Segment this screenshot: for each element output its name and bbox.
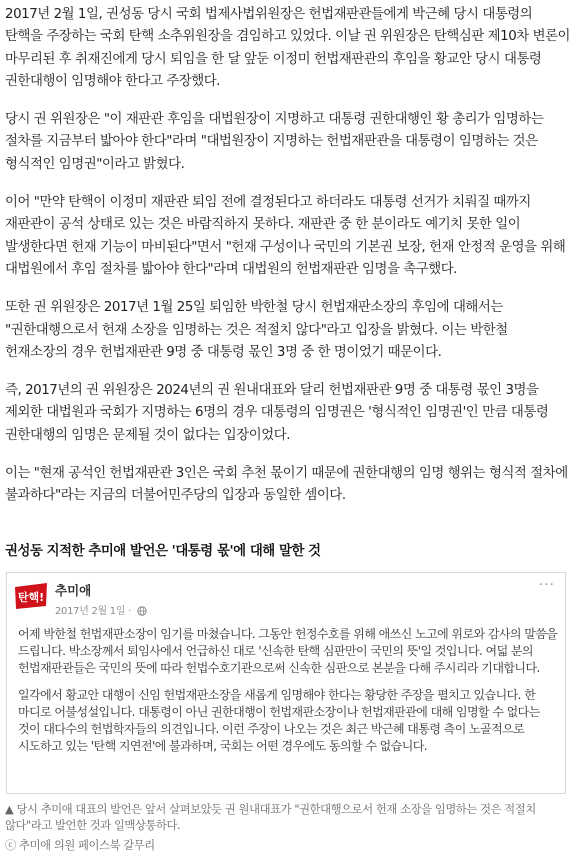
article-paragraph: 당시 권 위원장은 "이 재판관 후임을 대법원장이 지명하고 대통령 권한대행인 황 총리가 임명하는 절차를 지금부터 밟아야 한다"라며 "대법원장이 지명하는 헌법재판관을 대통령이 임명하는 것은 형식적인 임명권"이라고 밝혔다.: [5, 112, 544, 172]
post-paragraph: 어제 박한철 헌법재판소장이 임기를 마쳤습니다. 그동안 헌정수호를 위해 애쓰신 노고에 위로와 감사의 말씀을 드립니다. 박소장께서 퇴임사에서 언급하신 대로 '신속한 탄핵 심판만이 국민의 뜻'일 것입니다. 여덟 분의 헌법재판관들은 국민의 뜻에 따라 헌법수호기관으로써 신속한 심판으로 본분을 다해 주시리라 기대합니다.: [18, 627, 558, 676]
more-menu-icon[interactable]: ···: [538, 577, 555, 593]
image-credit: ⓒ 추미애 의원 페이스북 갈무리: [5, 839, 155, 852]
avatar-badge-text: 탄핵!: [17, 591, 45, 604]
section-subheading: 권성동 지적한 추미애 발언은 '대통령 몫'에 대해 말한 것: [5, 544, 321, 559]
article-paragraph: 이는 "현재 공석인 헌법재판관 3인은 국회 추천 몫이기 때문에 권한대행의 임명 행위는 형식적 절차에 불과하다"라는 지금의 더불어민주당의 입장과 동일한 셈이다.: [5, 466, 568, 504]
article-paragraph: 2017년 2월 1일, 권성동 당시 국회 법제사법위원장은 헌법재판관들에게 박근혜 당시 대통령의 탄핵을 주장하는 국회 탄핵 소추위원장을 겸임하고 있었다. 이날 권 위원장은 탄핵심판 제10차 변론이 마무리된 후 취재진에게 당시 퇴임을 한 달 앞둔 이정미 헌법재판관의 후임을 황교안 당시 대통령 권한대행이 임명해야 한다고 주장했다.: [5, 7, 571, 89]
facebook-post-screenshot: [6, 572, 566, 794]
article-paragraph: 또한 권 위원장은 2017년 1월 25일 퇴임한 박한철 당시 헌법재판소장의 후임에 대해서는 "권한대행으로서 헌재 소장을 임명하는 것은 적절치 않다"라고 입장을 밝혔다. 이는 박한철 헌재소장의 경우 헌법재판관 9명 중 대통령 몫인 3명 중 한 명이었기 때문이다.: [5, 300, 508, 360]
globe-icon: [137, 606, 147, 616]
article-paragraph: 이어 "만약 탄핵이 이정미 재판관 퇴임 전에 결정된다고 하더라도 대통령 선거가 치뤄질 때까지 재판관이 공석 상태로 있는 것은 바람직하지 못하다. 재판관 중 한 분이라도 예기치 못한 일이 발생한다면 헌재 기능이 마비된다"면서 "헌재 구성이나 국민의 기본권 보장, 헌재 안정적 운영을 위해 대법원에서 후임 절차를 밟아야 한다"라며 대법원의 헌법재판관 임명을 촉구했다.: [5, 195, 566, 277]
post-body: [18, 626, 558, 764]
post-date[interactable]: [55, 602, 147, 617]
post-paragraph: 일각에서 황교안 대행이 신임 헌법재판소장을 새롭게 임명해야 한다는 황당한 주장을 펼치고 있습니다. 한 마디로 어불성설입니다. 대통령이 아닌 권한대행이 헌법재판소장이나 헌법재판관에 대해 임명할 수 없다는 것이 대다수의 헌법학자들의 의견입니다. 이런 주장이 나오는 것은 최근 박근혜 대통령 측이 노골적으로 시도하고 있는 '탄핵 지연전'에 불과하며, 국회는 어떤 경우에도 동의할 수 없습니다.: [18, 687, 540, 754]
article-body: [5, 4, 571, 524]
article-paragraph: 즉, 2017년의 권 위원장은 2024년의 권 원내대표와 달리 헌법재판관 9명 중 대통령 몫인 3명을 제외한 대법원과 국회가 지명하는 6명의 경우 대통령의 임명권은 '형식적인 임명권'인 만큼 대통령 권한대행의 임명은 문제될 것이 없다는 입장이었다.: [5, 383, 549, 443]
avatar-badge: [13, 579, 49, 613]
avatar: [13, 579, 49, 613]
post-date-text[interactable]: 2017년 2월 1일 ·: [55, 606, 131, 617]
post-author[interactable]: 추미애: [55, 583, 92, 598]
image-caption: ▲ 당시 추미애 대표의 발언은 앞서 살펴보았듯 권 원내대표가 "권한대행으로서 헌재 소장을 임명하는 것은 적절치 않다"라고 발언한 것과 일맥상통하다.: [5, 803, 536, 832]
